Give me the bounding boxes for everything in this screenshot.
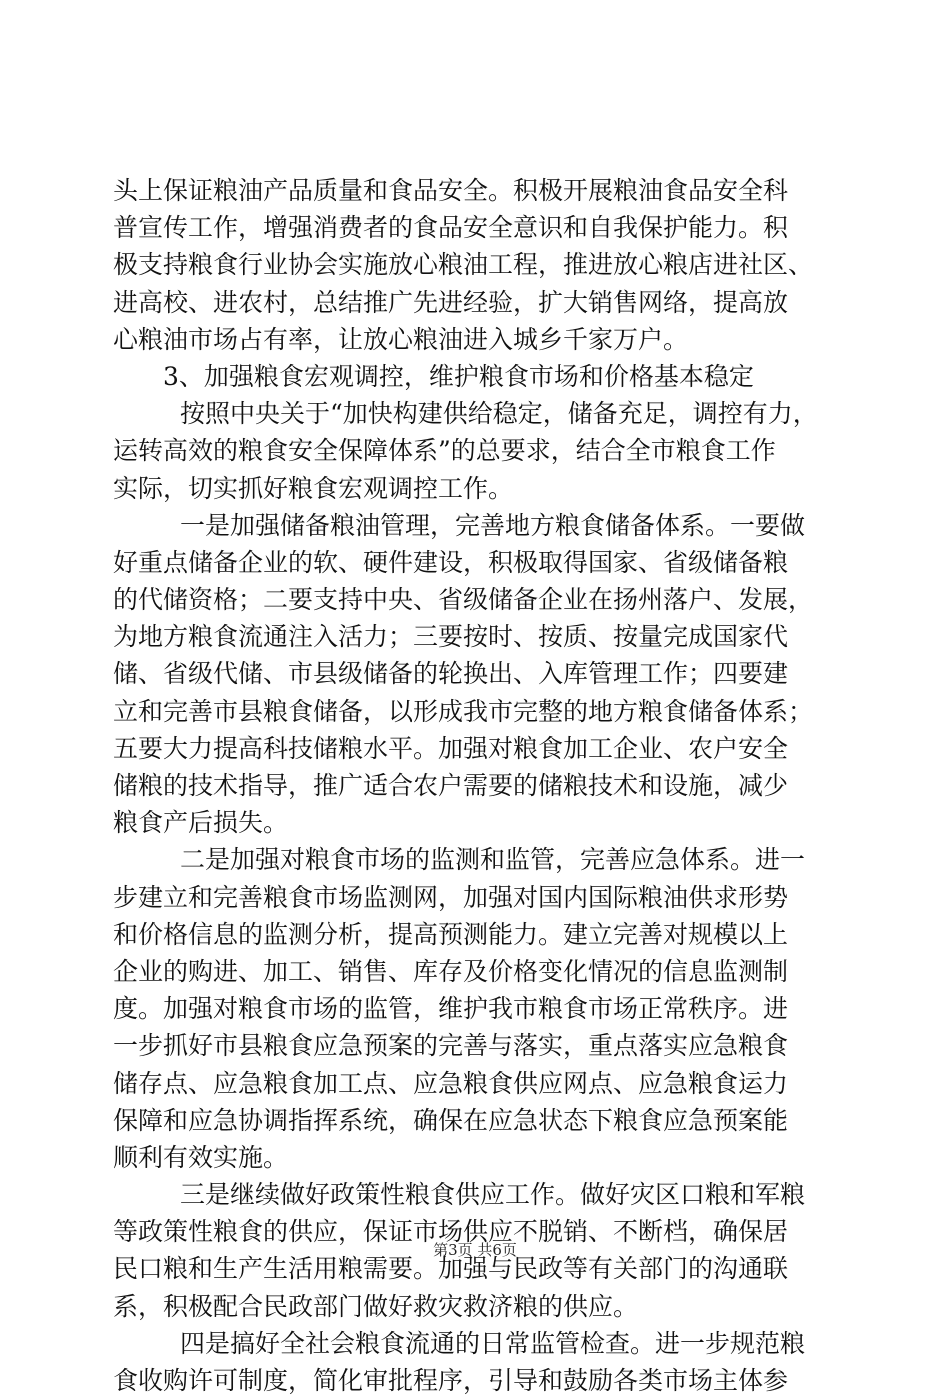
section-heading: 3、加强粮食宏观调控，维护粮食市场和价格基本稳定 — [163, 361, 754, 391]
text-line: 粮食产后损失。 — [113, 808, 289, 838]
text-line: 系，积极配合民政部门做好救灾救济粮的供应。 — [113, 1291, 639, 1321]
text-line: 企业的购进、加工、销售、库存及价格变化情况的信息监测制 — [113, 956, 789, 986]
text-line: 好重点储备企业的软、硬件建设，积极取得国家、省级储备粮 — [113, 547, 789, 577]
text-line: 运转高效的粮食安全保障体系”的总要求，结合全市粮食工作 — [113, 436, 776, 466]
text-line: 五要大力提高科技储粮水平。加强对粮食加工企业、农户安全 — [113, 733, 789, 763]
text-line: 心粮油市场占有率，让放心粮油进入城乡千家万户。 — [113, 324, 689, 354]
text-line: 步建立和完善粮食市场监测网，加强对国内国际粮油供求形势 — [113, 882, 789, 912]
text-line: 四是搞好全社会粮食流通的日常监管检查。进一步规范粮 — [180, 1328, 806, 1358]
text-line: 普宣传工作，增强消费者的食品安全意识和自我保护能力。积 — [113, 213, 789, 243]
text-line: 极支持粮食行业协会实施放心粮油工程，推进放心粮店进社区、 — [113, 250, 814, 280]
text-line: 和价格信息的监测分析，提高预测能力。建立完善对规模以上 — [113, 919, 789, 949]
text-line: 储、省级代储、市县级储备的轮换出、入库管理工作；四要建 — [113, 659, 789, 689]
text-line: 一步抓好市县粮食应急预案的完善与落实，重点落实应急粮食 — [113, 1031, 789, 1061]
text-line: 按照中央关于“加快构建供给稳定，储备充足，调控有力， — [180, 399, 818, 429]
text-line: 等政策性粮食的供应，保证市场供应不脱销、不断档，确保居 — [113, 1217, 789, 1247]
text-line: 度。加强对粮食市场的监管，维护我市粮食市场正常秩序。进 — [113, 994, 789, 1024]
text-line: 三是继续做好政策性粮食供应工作。做好灾区口粮和军粮 — [180, 1180, 806, 1210]
text-line: 的代储资格；二要支持中央、省级储备企业在扬州落户、发展， — [113, 585, 814, 615]
text-line: 民口粮和生产生活用粮需要。加强与民政等有关部门的沟通联 — [113, 1254, 789, 1284]
text-line: 二是加强对粮食市场的监测和监管，完善应急体系。进一 — [180, 845, 806, 875]
body-text — [113, 172, 843, 1399]
text-line: 头上保证粮油产品质量和食品安全。积极开展粮油食品安全科 — [113, 176, 789, 205]
text-line: 实际，切实抓好粮食宏观调控工作。 — [113, 473, 514, 503]
text-line: 一是加强储备粮油管理，完善地方粮食储备体系。一要做 — [180, 510, 806, 540]
text-line: 储存点、应急粮食加工点、应急粮食供应网点、应急粮食运力 — [113, 1068, 789, 1098]
text-line: 立和完善市县粮食储备，以形成我市完整的地方粮食储备体系； — [113, 696, 814, 726]
page-footer: 第3页 共6页 — [433, 1241, 517, 1259]
text-line: 为地方粮食流通注入活力；三要按时、按质、按量完成国家代 — [113, 622, 789, 652]
text-line: 顺利有效实施。 — [113, 1142, 289, 1172]
text-line: 进高校、进农村，总结推广先进经验，扩大销售网络，提高放 — [113, 287, 789, 317]
text-line: 储粮的技术指导，推广适合农户需要的储粮技术和设施，减少 — [113, 771, 789, 800]
text-line: 保障和应急协调指挥系统，确保在应急状态下粮食应急预案能 — [113, 1105, 789, 1135]
text-line: 食收购许可制度，简化审批程序，引导和鼓励各类市场主体参 — [113, 1366, 789, 1395]
